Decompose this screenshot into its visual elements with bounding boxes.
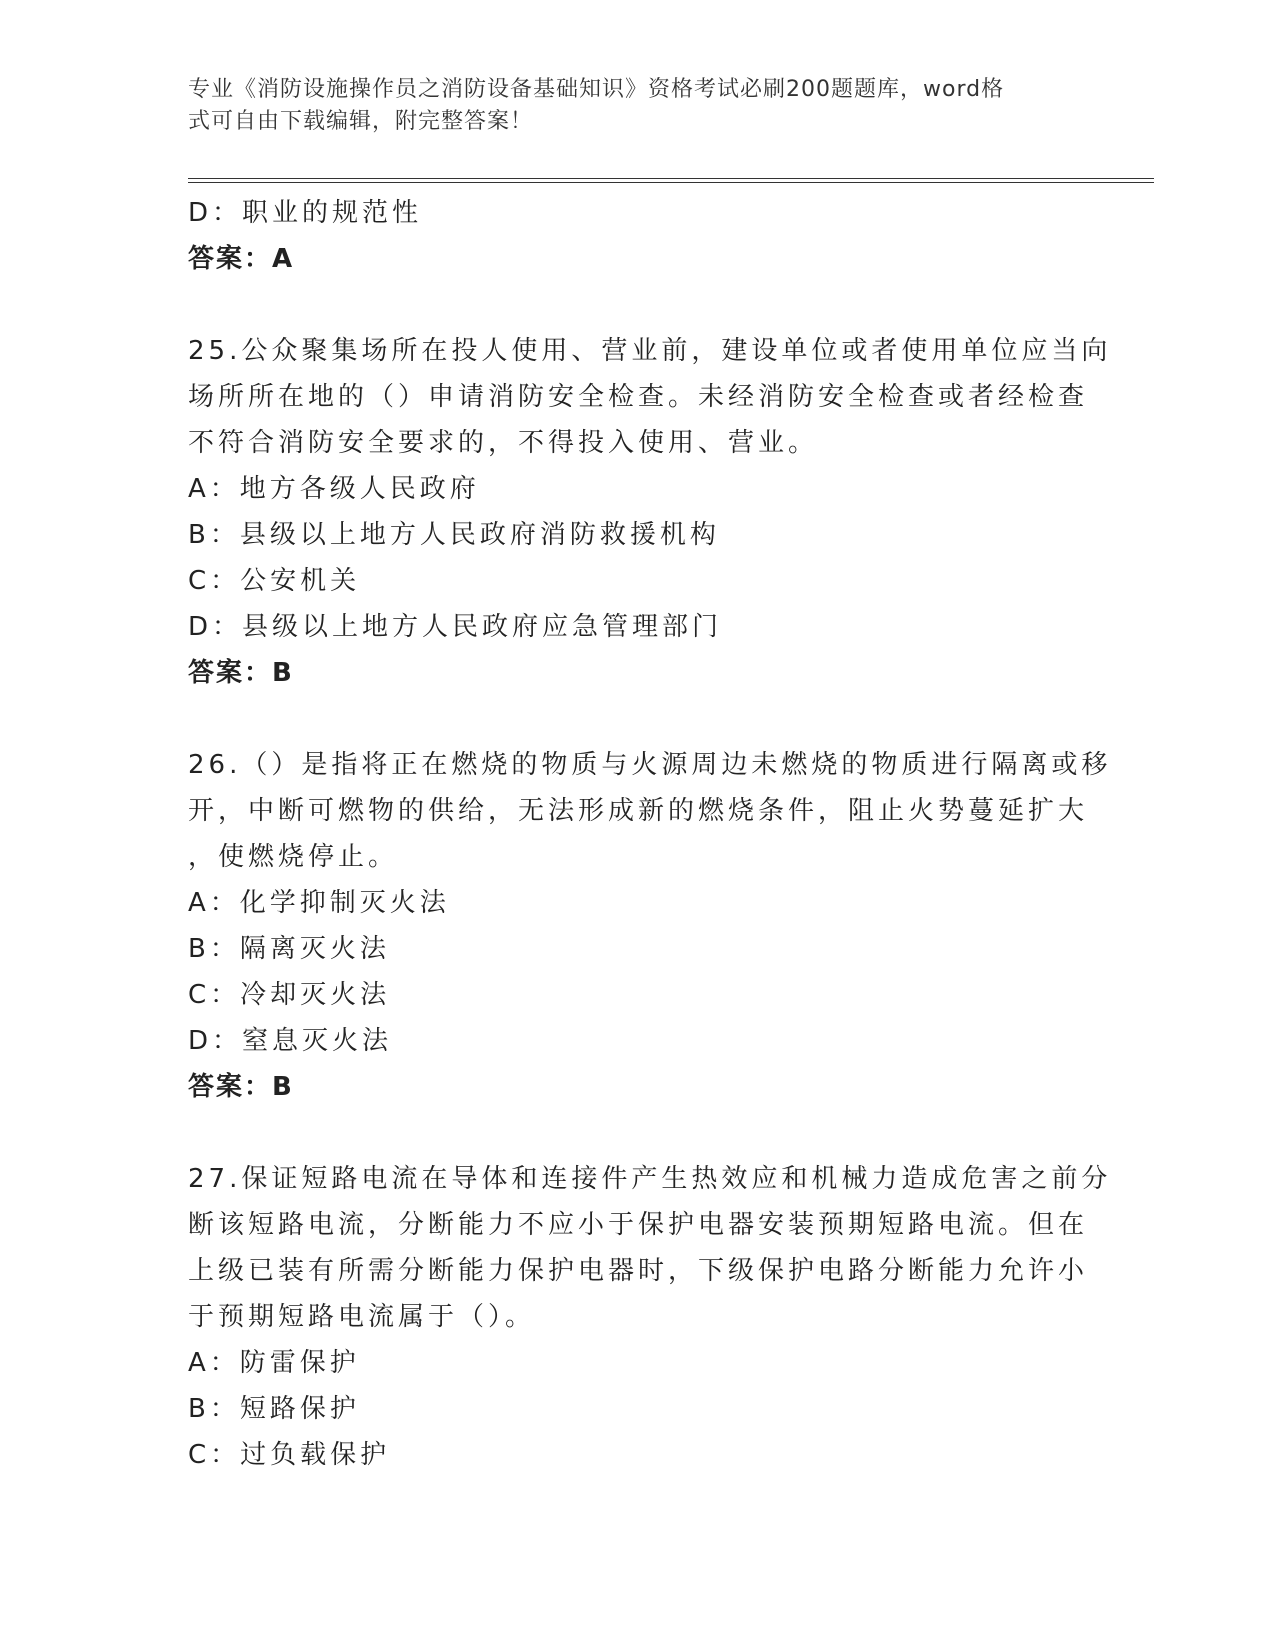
- question-stem: [188, 742, 1112, 880]
- header-line-2: 式可自由下载编辑，附完整答案！: [188, 109, 534, 134]
- option-d: D：窒息灭火法: [188, 1026, 393, 1056]
- option-d: D：职业的规范性: [188, 198, 423, 228]
- question-stem: [188, 1156, 1112, 1340]
- option-b: B：短路保护: [188, 1394, 360, 1424]
- answer-line: 答案：B: [188, 658, 294, 688]
- header-divider-bottom: [188, 182, 1154, 183]
- stem-line: 断该短路电流，分断能力不应小于保护电器安装预期短路电流。但在: [188, 1210, 1089, 1240]
- stem-line: 27.保证短路电流在导体和连接件产生热效应和机械力造成危害之前分: [188, 1164, 1112, 1194]
- option-a: A：化学抑制灭火法: [188, 888, 450, 918]
- option-c: C：过负载保护: [188, 1440, 391, 1470]
- stem-line: 上级已装有所需分断能力保护电器时，下级保护电路分断能力允许小: [188, 1256, 1089, 1286]
- stem-line: 25.公众聚集场所在投人使用、营业前，建设单位或者使用单位应当向: [188, 336, 1112, 366]
- option-c: C：公安机关: [188, 566, 361, 596]
- option-c: C：冷却灭火法: [188, 980, 391, 1010]
- stem-line: 于预期短路电流属于（）。: [188, 1302, 536, 1332]
- question-25: [188, 328, 1112, 696]
- header-divider-top: [188, 178, 1154, 179]
- document-header: [188, 74, 1068, 138]
- option-d: D：县级以上地方人民政府应急管理部门: [188, 612, 723, 642]
- stem-line: 26.（）是指将正在燃烧的物质与火源周边未燃烧的物质进行隔离或移: [188, 750, 1112, 780]
- prev-question-tail: [188, 190, 1068, 282]
- answer-line: 答案：A: [188, 244, 295, 274]
- header-line-1: 专业《消防设施操作员之消防设备基础知识》资格考试必刷200题题库，word格: [188, 77, 1005, 102]
- option-b: B：县级以上地方人民政府消防救援机构: [188, 520, 720, 550]
- stem-line: 不符合消防安全要求的，不得投入使用、营业。: [188, 428, 819, 458]
- stem-line: 开，中断可燃物的供给，无法形成新的燃烧条件，阻止火势蔓延扩大: [188, 796, 1089, 826]
- document-content: [188, 190, 1112, 1478]
- option-b: B：隔离灭火法: [188, 934, 390, 964]
- question-27: [188, 1156, 1112, 1478]
- option-a: A：地方各级人民政府: [188, 474, 480, 504]
- stem-line: ，使燃烧停止。: [188, 842, 399, 872]
- option-a: A：防雷保护: [188, 1348, 360, 1378]
- answer-line: 答案：B: [188, 1072, 294, 1102]
- stem-line: 场所所在地的（）申请消防安全检查。未经消防安全检查或者经检查: [188, 382, 1089, 412]
- question-26: [188, 742, 1112, 1110]
- question-stem: [188, 328, 1112, 466]
